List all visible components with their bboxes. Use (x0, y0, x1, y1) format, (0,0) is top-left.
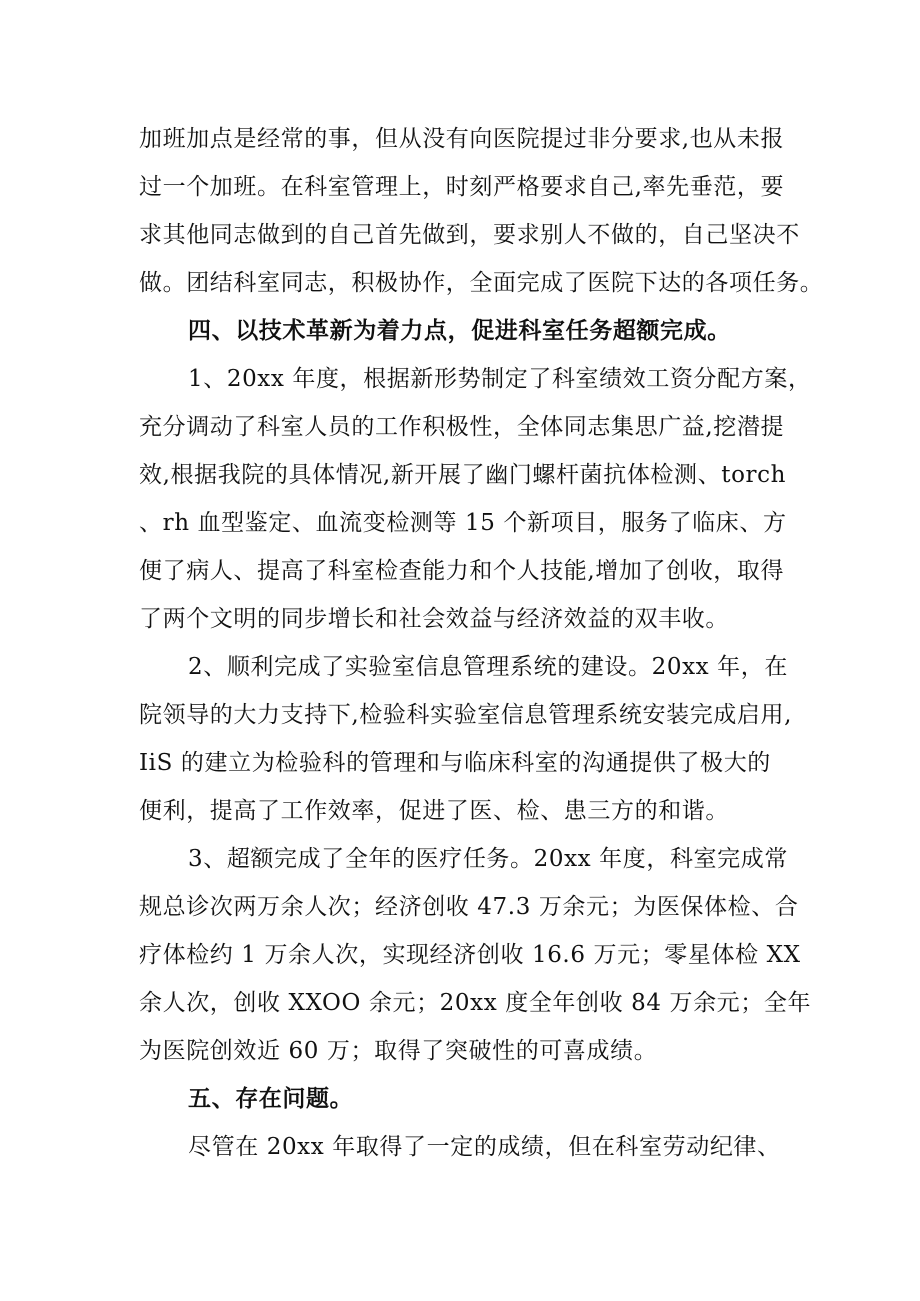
paragraph-line: 疗体检约 1 万余人次，实现经济创收 16.6 万元；零星体检 XX (139, 942, 801, 968)
paragraph-line: 院领导的大力支持下,检验科实验室信息管理系统安装完成启用, (139, 702, 793, 728)
paragraph-line: 效,根据我院的具体情况,新开展了幽门螺杆菌抗体检测、torch (139, 462, 787, 488)
paragraph-line: 过一个加班。在科室管理上，时刻严格要求自己,率先垂范，要 (139, 174, 785, 200)
section-heading-four: 四、以技术革新为着力点，促进科室任务超额完成。 (188, 317, 731, 344)
paragraph-line: 加班加点是经常的事，但从没有向医院提过非分要求,也从未报 (139, 126, 785, 152)
paragraph-line: 充分调动了科室人员的工作积极性，全体同志集思广益,挖潜提 (139, 414, 785, 440)
section-heading-five: 五、存在问题。 (188, 1085, 354, 1112)
paragraph-line: 为医院创效近 60 万；取得了突破性的可喜成绩。 (139, 1038, 658, 1064)
paragraph-line: 3、超额完成了全年的医疗任务。20xx 年度，科室完成常 (188, 846, 788, 872)
paragraph-line: IiS 的建立为检验科的管理和与临床科室的沟通提供了极大的 (139, 750, 771, 776)
paragraph-line: 尽管在 20xx 年取得了一定的成绩，但在科室劳动纪律、 (188, 1134, 781, 1160)
paragraph-line: 做。团结科室同志，积极协作，全面完成了医院下达的各项任务。 (139, 270, 824, 296)
paragraph-line: 2、顺利完成了实验室信息管理系统的建设。20xx 年，在 (188, 654, 788, 680)
paragraph-line: 了两个文明的同步增长和社会效益与经济效益的双丰收。 (139, 606, 729, 632)
paragraph-line: 1、20xx 年度，根据新形势制定了科室绩效工资分配方案， (188, 366, 812, 392)
paragraph-line: 便了病人、提高了科室检查能力和个人技能,增加了创收，取得 (139, 558, 785, 584)
paragraph-line: 规总诊次两万余人次；经济创收 47.3 万余元；为医保体检、合 (139, 894, 799, 920)
paragraph-line: 余人次，创收 XXOO 余元；20xx 度全年创收 84 万余元；全年 (139, 990, 812, 1016)
paragraph-line: 便利，提高了工作效率，促进了医、检、患三方的和谐。 (139, 798, 729, 824)
paragraph-line: 求其他同志做到的自己首先做到，要求别人不做的，自己坚决不 (139, 222, 800, 248)
paragraph-line: 、rh 血型鉴定、血流变检测等 15 个新项目，服务了临床、方 (139, 510, 787, 536)
